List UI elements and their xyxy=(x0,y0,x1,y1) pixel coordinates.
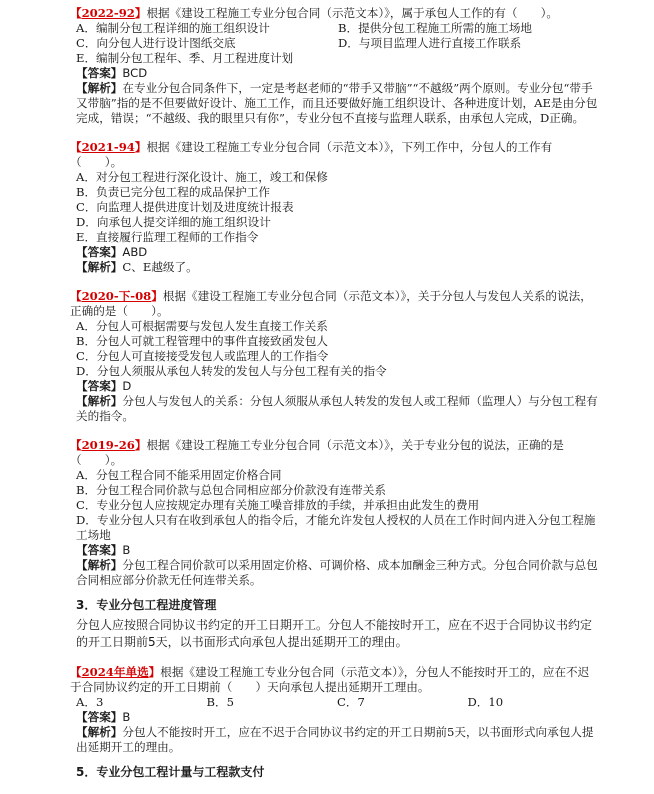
question-tag: 【2019-26】 xyxy=(70,438,147,452)
option-c: C．向监理人提供进度计划及进度统计报表 xyxy=(76,200,294,214)
question-2022-92 xyxy=(70,6,598,126)
analysis-line: 【解析】C、E越级了。 xyxy=(76,260,198,274)
option-b: B．5 xyxy=(206,695,234,709)
question-tag: 【2021-94】 xyxy=(70,140,147,154)
option-a: A．3 xyxy=(76,695,104,709)
option-b: B．分包人可就工程管理中的事件直接致函发包人 xyxy=(76,334,328,348)
question-stem: 【2024年单选】根据《建设工程施工专业分包合同（示范文本）》，分包人不能按时开工的，应在不迟于合同协议约定的开工日期前（ ）天向承包人提出延期开工理由。 xyxy=(70,665,590,694)
question-tag: 【2020-下-08】 xyxy=(70,289,163,303)
answer-line: 【答案】B xyxy=(76,543,131,557)
options-row xyxy=(70,21,598,36)
answer-line: 【答案】D xyxy=(76,379,132,393)
question-2019-26 xyxy=(70,438,598,588)
answer-line: 【答案】ABD xyxy=(76,245,148,259)
option-b: B．分包工程合同价款与总包合同相应部分价款没有连带关系 xyxy=(76,483,386,497)
section-heading: 5．专业分包工程计量与工程款支付 xyxy=(76,765,265,779)
options-row xyxy=(70,36,598,51)
options-row xyxy=(70,695,598,710)
analysis-line: 【解析】分包人不能按时开工，应在不迟于合同协议书约定的开工日期前5天，以书面形式向承包人提出延期开工的理由。 xyxy=(76,725,594,754)
option-c: C．分包人可直接接受发包人或监理人的工作指令 xyxy=(76,349,329,363)
option-d: D．专业分包人只有在收到承包人的指令后，才能允许发包人授权的人员在工作时间内进入分包工程施工场地 xyxy=(76,513,596,542)
option-d: D．10 xyxy=(467,695,504,709)
question-stem: 【2020-下-08】根据《建设工程施工专业分包合同（示范文本）》，关于分包人与发包人关系的说法，正确的是（ ）。 xyxy=(70,289,592,318)
answer-line: 【答案】B xyxy=(76,710,131,724)
question-stem: 【2019-26】根据《建设工程施工专业分包合同（示范文本）》，关于专业分包的说法，正确的是（ ）。 xyxy=(70,438,564,467)
section-paragraph: 分包人应按照合同协议书约定的开工日期开工。分包人不能按时开工，应在不迟于合同协议书约定的开工日期前5天，以书面形式向承包人提出延期开工的理由。 xyxy=(76,618,593,649)
option-c: C．专业分包人应按规定办理有关施工噪音排放的手续，并承担由此发生的费用 xyxy=(76,498,480,512)
question-2020-08 xyxy=(70,289,598,424)
option-a: A．分包人可根据需要与发包人发生直接工作关系 xyxy=(76,319,328,333)
option-e: E．直接履行监理工程师的工作指令 xyxy=(76,230,259,244)
question-tag: 【2022-92】 xyxy=(70,6,147,20)
option-d: D．与项目监理人进行直接工作联系 xyxy=(338,36,522,50)
answer-line: 【答案】BCD xyxy=(76,66,148,80)
analysis-line: 【解析】分包工程合同价款可以采用固定价格、可调价格、成本加酬金三种方式。分包合同价款与总包合同相应部分价款无任何连带关系。 xyxy=(76,558,598,587)
option-c: C．向分包人进行设计图纸交底 xyxy=(76,36,236,50)
question-2024 xyxy=(70,665,598,755)
option-b: B．负责已完分包工程的成品保护工作 xyxy=(76,185,271,199)
question-2021-94 xyxy=(70,140,598,275)
analysis-line: 【解析】分包人与发包人的关系：分包人须服从承包人转发的发包人或工程师（监理人）与分包工程有关的指令。 xyxy=(76,394,598,423)
question-stem: 【2022-92】根据《建设工程施工专业分包合同（示范文本）》，属于承包人工作的有（ ）。 xyxy=(70,6,559,20)
option-c: C．7 xyxy=(337,695,365,709)
option-b: B．提供分包工程施工所需的施工场地 xyxy=(338,21,533,35)
option-a: A．编制分包工程详细的施工组织设计 xyxy=(76,21,270,35)
option-d: D．分包人须服从承包人转发的发包人与分包工程有关的指令 xyxy=(76,364,387,378)
analysis-line: 【解析】在专业分包合同条件下，一定是考赵老师的“带手又带脑”“不越级”两个原则。专业分包“带手又带脑”指的是不但要做好设计、施工工作，而且还要做好施工组织设计、各种进度计划，AE是由分包完成，错误；“不越级、我的眼里只有你”，专业分包不直接与监理人联系，由承包人完成，D正确。 xyxy=(76,81,598,125)
question-tag: 【2024年单选】 xyxy=(70,665,161,679)
section-heading: 3．专业分包工程进度管理 xyxy=(76,598,217,612)
option-a: A．分包工程合同不能采用固定价格合同 xyxy=(76,468,282,482)
question-stem: 【2021-94】根据《建设工程施工专业分包合同（示范文本）》，下列工作中，分包人的工作有（ ）。 xyxy=(70,140,553,169)
option-e: E．编制分包工程年、季、月工程进度计划 xyxy=(76,51,294,65)
option-a: A．对分包工程进行深化设计、施工，竣工和保修 xyxy=(76,170,328,184)
option-d: D．向承包人提交详细的施工组织设计 xyxy=(76,215,271,229)
